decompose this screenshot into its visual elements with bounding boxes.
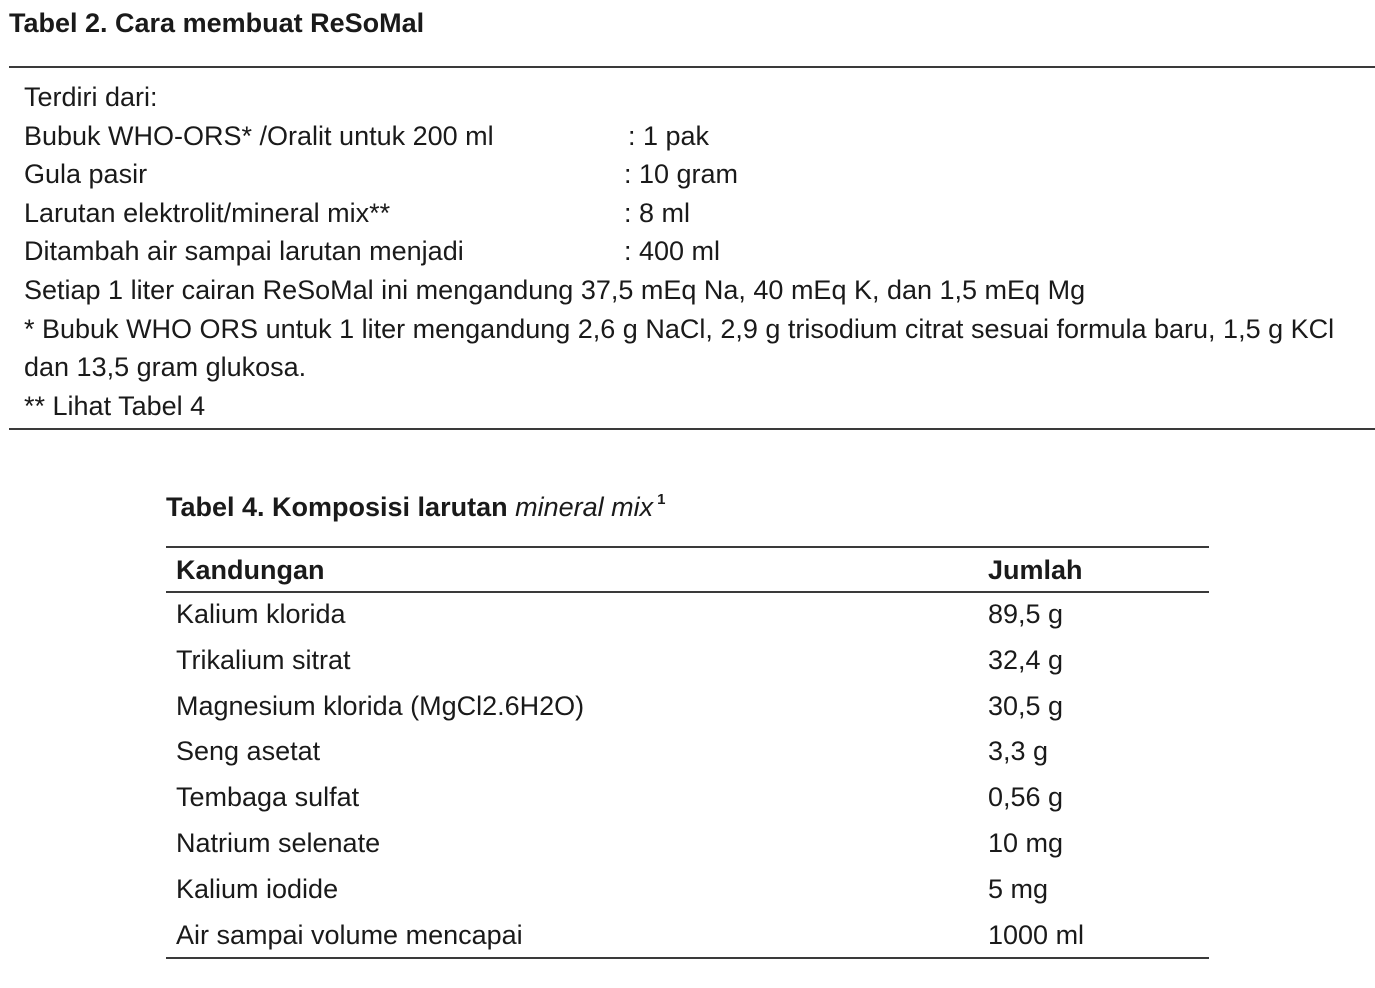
table2-note-composition: Setiap 1 liter cairan ReSoMal ini mengandung 37,5 mEq Na, 40 mEq K, dan 1,5 mEq Mg bbox=[24, 274, 1086, 305]
table4-cell-amount: 89,5 g bbox=[988, 599, 1064, 629]
table4-cell-amount: 5 mg bbox=[988, 873, 1049, 904]
table2-row bbox=[24, 117, 1369, 156]
table4-title-footnote: 1 bbox=[657, 491, 666, 508]
table2-row-value: : 8 ml bbox=[624, 197, 691, 228]
table-row bbox=[166, 776, 1209, 822]
table2-row-label: Bubuk WHO-ORS* /Oralit untuk 200 ml bbox=[24, 120, 494, 151]
table4-cell-name: Air sampai volume mencapai bbox=[176, 919, 523, 950]
table2-row bbox=[24, 194, 1369, 233]
table4-cell-amount: 32,4 g bbox=[988, 644, 1064, 675]
table4-title-italic: mineral mix bbox=[515, 492, 654, 522]
table4-bottom-rule bbox=[166, 957, 1209, 959]
table4-cell-name: Natrium selenate bbox=[176, 827, 381, 858]
table4-header-row bbox=[166, 548, 1209, 593]
table2-row-value: : 10 gram bbox=[624, 159, 739, 190]
table2-bottom-rule bbox=[9, 428, 1375, 430]
table2-row bbox=[24, 155, 1369, 194]
table2-row-value: : 400 ml bbox=[624, 236, 721, 267]
table-row bbox=[166, 914, 1209, 960]
table2-row bbox=[24, 232, 1369, 271]
table4-header-kandungan: Kandungan bbox=[176, 555, 325, 585]
table4-cell-amount: 10 mg bbox=[988, 827, 1064, 858]
table4-title-bold: Tabel 4. Komposisi larutan bbox=[166, 492, 516, 522]
table4-cell-amount: 30,5 g bbox=[988, 690, 1064, 721]
table4 bbox=[166, 548, 1209, 959]
table4-cell-name: Kalium iodide bbox=[176, 873, 339, 904]
table4-cell-amount: 1000 ml bbox=[988, 919, 1085, 950]
table-row bbox=[166, 685, 1209, 731]
table4-cell-amount: 3,3 g bbox=[988, 736, 1049, 767]
table2-row-label: Larutan elektrolit/mineral mix** bbox=[24, 197, 391, 228]
table2-note-ors: * Bubuk WHO ORS untuk 1 liter mengandung 2,6 g NaCl, 2,9 g trisodium citrat sesuai formula baru, 1,5 g KCl dan 13,5 gram glukosa. bbox=[24, 313, 1335, 383]
table4-header-jumlah: Jumlah bbox=[988, 555, 1083, 585]
table-row bbox=[166, 593, 1209, 639]
table2-top-rule bbox=[9, 66, 1375, 68]
table2-intro: Terdiri dari: bbox=[24, 82, 158, 112]
table2-title: Tabel 2. Cara membuat ReSoMal bbox=[9, 8, 425, 38]
table2-row-label: Gula pasir bbox=[24, 159, 148, 190]
table4-cell-name: Trikalium sitrat bbox=[176, 644, 351, 675]
table-row bbox=[166, 868, 1209, 914]
table2-row-label: Ditambah air sampai larutan menjadi bbox=[24, 236, 464, 267]
table4-cell-amount: 0,56 g bbox=[988, 782, 1064, 813]
table4-cell-name: Seng asetat bbox=[176, 736, 321, 767]
table4-title bbox=[166, 483, 665, 524]
table4-cell-name: Tembaga sulfat bbox=[176, 782, 360, 813]
table4-cell-name: Kalium klorida bbox=[176, 599, 346, 629]
table2-note-reference: ** Lihat Tabel 4 bbox=[24, 390, 206, 421]
table-row bbox=[166, 639, 1209, 685]
table-row bbox=[166, 822, 1209, 868]
table2-body bbox=[24, 78, 1369, 425]
table2-row-value: : 1 pak bbox=[628, 120, 710, 151]
table4-cell-name: Magnesium klorida (MgCl2.6H2O) bbox=[176, 690, 585, 721]
table-row bbox=[166, 730, 1209, 776]
